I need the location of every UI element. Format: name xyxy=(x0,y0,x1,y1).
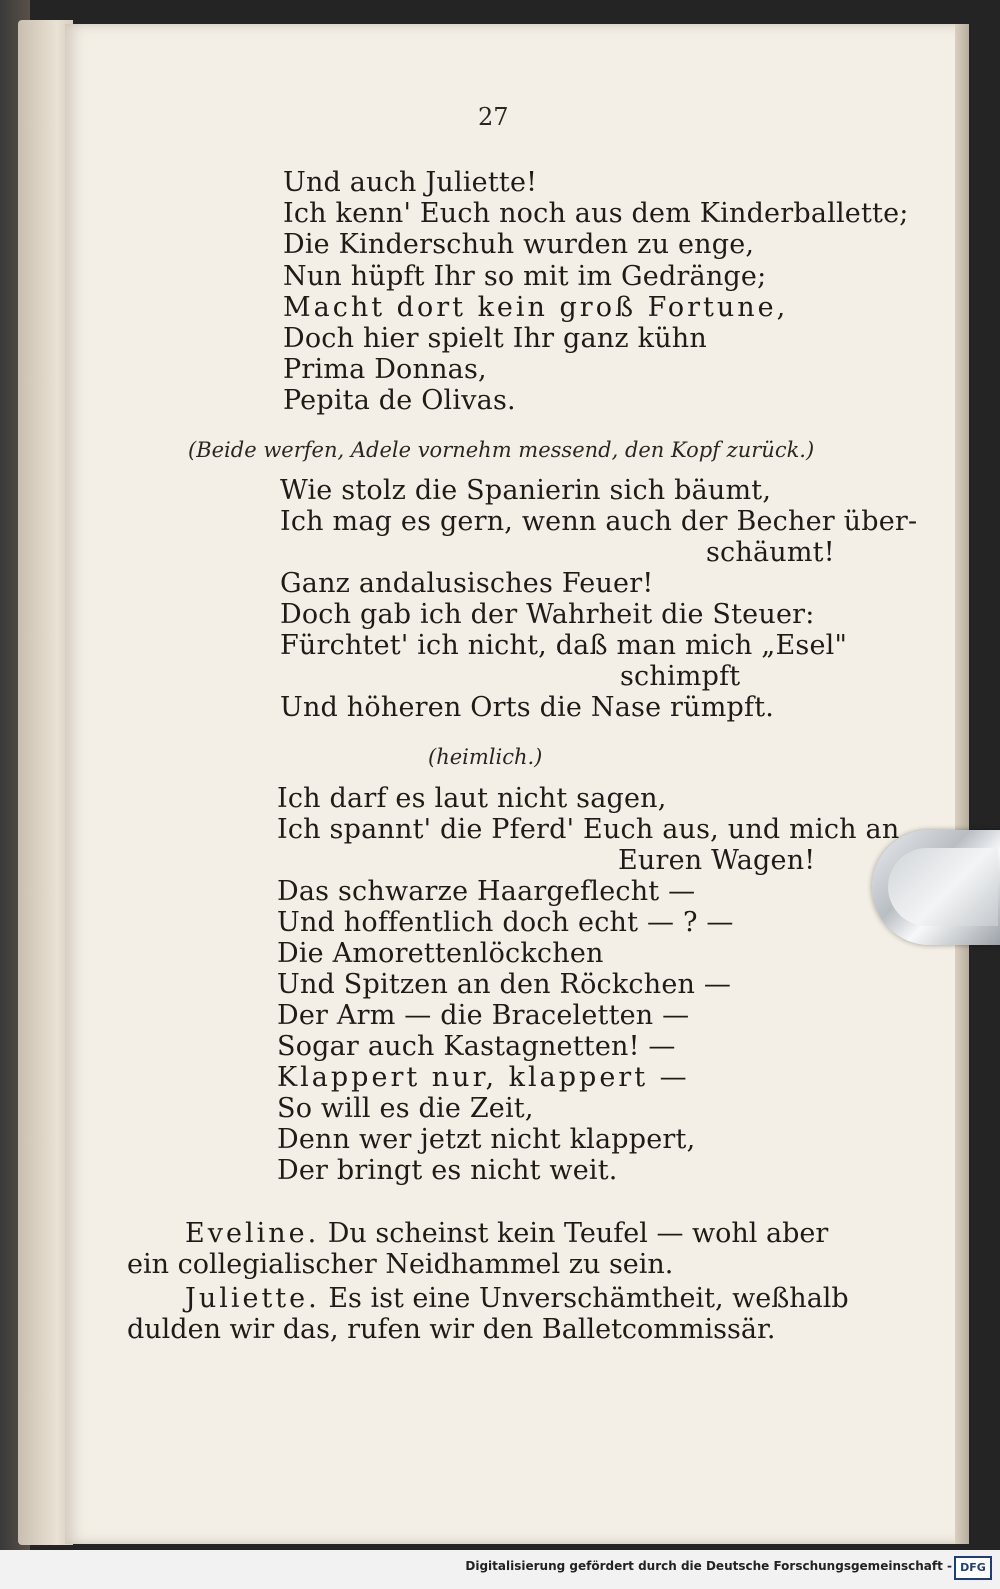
verse-line: Und hoffentlich doch echt — ? — xyxy=(277,907,734,938)
page-right-edge xyxy=(955,24,969,1544)
verse-line: Fürchtet' ich nicht, daß man mich „Esel" xyxy=(280,630,848,661)
footer-credit: Digitalisierung gefördert durch die Deutsche Forschungsgemeinschaft - xyxy=(465,1559,952,1573)
stage-direction: (heimlich.) xyxy=(428,745,543,769)
verse-line-continuation: schäumt! xyxy=(706,537,835,568)
verse-line: Ich mag es gern, wenn auch der Becher über- xyxy=(280,506,918,537)
verse-line: Doch gab ich der Wahrheit die Steuer: xyxy=(280,599,815,630)
verse-line: Ich darf es laut nicht sagen, xyxy=(277,783,667,814)
stage-direction: (Beide werfen, Adele vornehm messend, den Kopf zurück.) xyxy=(188,438,815,462)
page-clip xyxy=(872,830,1000,945)
verse-line: Prima Donnas, xyxy=(283,354,487,385)
verse-line: Das schwarze Haargeflecht — xyxy=(277,876,696,907)
verse-line: Ganz andalusisches Feuer! xyxy=(280,568,654,599)
verse-line: Wie stolz die Spanierin sich bäumt, xyxy=(280,475,772,506)
verse-line: Ich spannt' die Pferd' Euch aus, und mich an xyxy=(277,814,900,845)
verse-line: Die Amorettenlöckchen xyxy=(277,938,604,969)
verse-line-continuation: Euren Wagen! xyxy=(618,845,816,876)
verse-line: So will es die Zeit, xyxy=(277,1093,534,1124)
dfg-logo: DFG xyxy=(954,1556,992,1580)
verse-line: Macht dort kein groß Fortune, xyxy=(283,292,789,323)
verse-line: Die Kinderschuh wurden zu enge, xyxy=(283,229,755,260)
footer-bar xyxy=(0,1550,1000,1589)
page-clip-inner xyxy=(888,848,998,926)
verse-line: Und auch Juliette! xyxy=(283,167,538,198)
verse-line: Nun hüpft Ihr so mit im Gedränge; xyxy=(283,261,767,292)
verse-line: Und Spitzen an den Röckchen — xyxy=(277,969,732,1000)
dialogue-line: ein collegialischer Neidhammel zu sein. xyxy=(127,1249,674,1280)
speaker-name: Eveline. xyxy=(185,1218,320,1249)
verse-line: Denn wer jetzt nicht klappert, xyxy=(277,1124,696,1155)
verse-line: Der bringt es nicht weit. xyxy=(277,1155,618,1186)
verse-line: Pepita de Olivas. xyxy=(283,385,516,416)
verse-line-continuation: schimpft xyxy=(620,661,741,692)
verse-line: Doch hier spielt Ihr ganz kühn xyxy=(283,323,707,354)
verse-line: Klappert nur, klappert — xyxy=(277,1062,690,1093)
page-number: 27 xyxy=(478,103,509,131)
verse-line: Ich kenn' Euch noch aus dem Kinderballette; xyxy=(283,198,909,229)
dialogue-text: Du scheinst kein Teufel — wohl aber xyxy=(327,1218,829,1249)
dialogue-text: Es ist eine Unverschämtheit, weßhalb xyxy=(328,1283,849,1314)
verse-line: Der Arm — die Braceletten — xyxy=(277,1000,690,1031)
dialogue-paragraph xyxy=(127,1283,849,1314)
dialogue-line: dulden wir das, rufen wir den Balletcommissär. xyxy=(127,1314,776,1345)
speaker-name: Juliette. xyxy=(185,1283,320,1314)
verse-line: Sogar auch Kastagnetten! — xyxy=(277,1031,676,1062)
verse-line: Und höheren Orts die Nase rümpft. xyxy=(280,692,775,723)
dialogue-paragraph xyxy=(127,1218,827,1249)
